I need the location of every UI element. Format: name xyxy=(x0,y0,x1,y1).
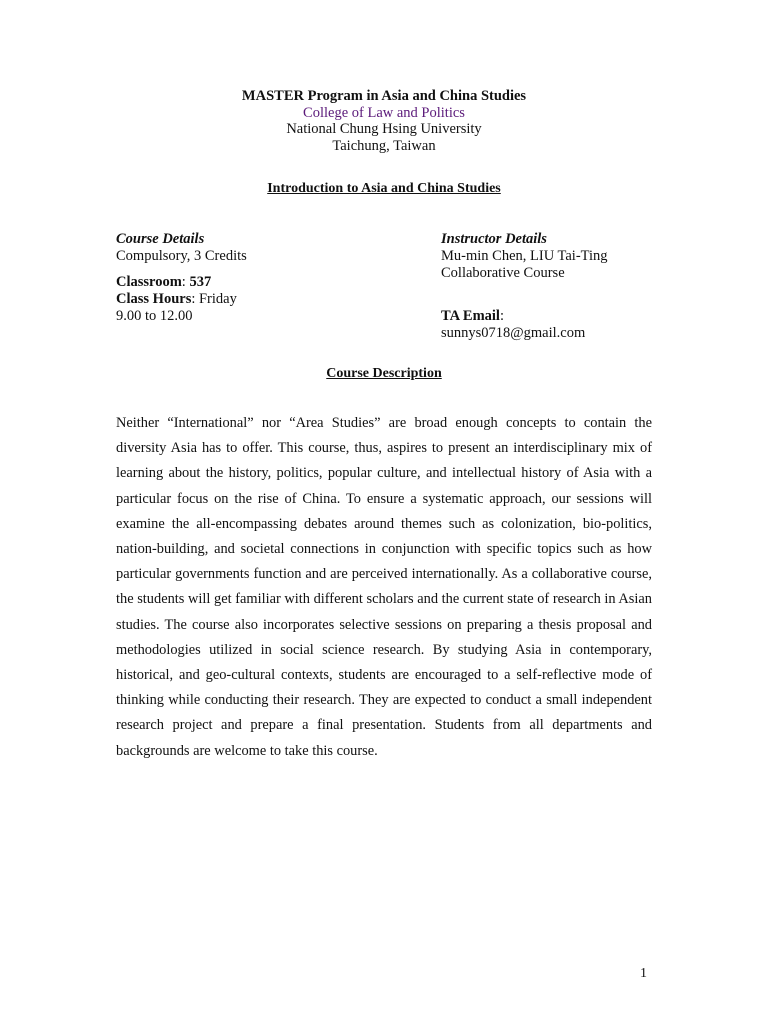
course-details-heading: Course Details xyxy=(116,231,205,247)
course-type: Compulsory, 3 Credits xyxy=(116,248,247,264)
program-title: MASTER Program in Asia and China Studies xyxy=(241,88,527,104)
college-name: College of Law and Politics xyxy=(303,104,465,121)
course-details xyxy=(116,231,416,325)
class-time: 9.00 to 12.00 xyxy=(116,308,193,324)
university-name: National Chung Hsing University xyxy=(286,121,482,137)
classroom-label: Classroom xyxy=(116,274,182,290)
class-hours-label: Class Hours xyxy=(116,291,192,307)
ta-email-label: TA Email xyxy=(441,308,500,324)
instructor-names: Mu-min Chen, LIU Tai-Ting xyxy=(441,248,608,264)
instructor-details xyxy=(441,231,741,342)
ta-email-line xyxy=(441,308,741,325)
classroom-value: 537 xyxy=(189,274,212,290)
instructor-details-heading: Instructor Details xyxy=(441,231,547,247)
university-location: Taichung, Taiwan xyxy=(332,137,436,154)
ta-email-address[interactable]: sunnys0718@gmail.com xyxy=(441,325,586,341)
page-number: 1 xyxy=(640,966,647,981)
ta-email-separator: : xyxy=(499,308,504,324)
classroom-line xyxy=(116,274,416,291)
class-hours-value: : Friday xyxy=(191,291,237,307)
course-title: Introduction to Asia and China Studies xyxy=(267,181,501,196)
document-header xyxy=(0,88,768,154)
course-description-heading: Course Description xyxy=(326,366,442,381)
course-description-text: Neither “International” nor “Area Studies” are broad enough concepts to contain the diversity Asia has to offer. This course, thus, aspires to present an interdisciplinary mix of learning about the history, politics, popular culture, and intellectual history of Asia with a particular focus on the rise of China. To ensure a systematic approach, our sessions will examine the all-encompassing debates around themes such as colonization, bio-politics, nation-building, and societal connections in conjunction with specific topics such as how particular governments function and are perceived internationally. As a collaborative course, the students will get familiar with different scholars and the current state of research in Asian studies. The course also incorporates selective sessions on preparing a thesis proposal and methodologies utilized in social science research. By studying Asia in contemporary, historical, and geo-cultural contexts, students are encouraged to a self-reflective mode of thinking while conducting their research. They are expected to conduct a small independent research project and prepare a final presentation. Students from all departments and backgrounds are welcome to take this course. xyxy=(116,415,652,759)
classroom-separator: : xyxy=(181,274,190,290)
class-hours-line xyxy=(116,291,416,308)
collaborative-note: Collaborative Course xyxy=(441,265,565,281)
